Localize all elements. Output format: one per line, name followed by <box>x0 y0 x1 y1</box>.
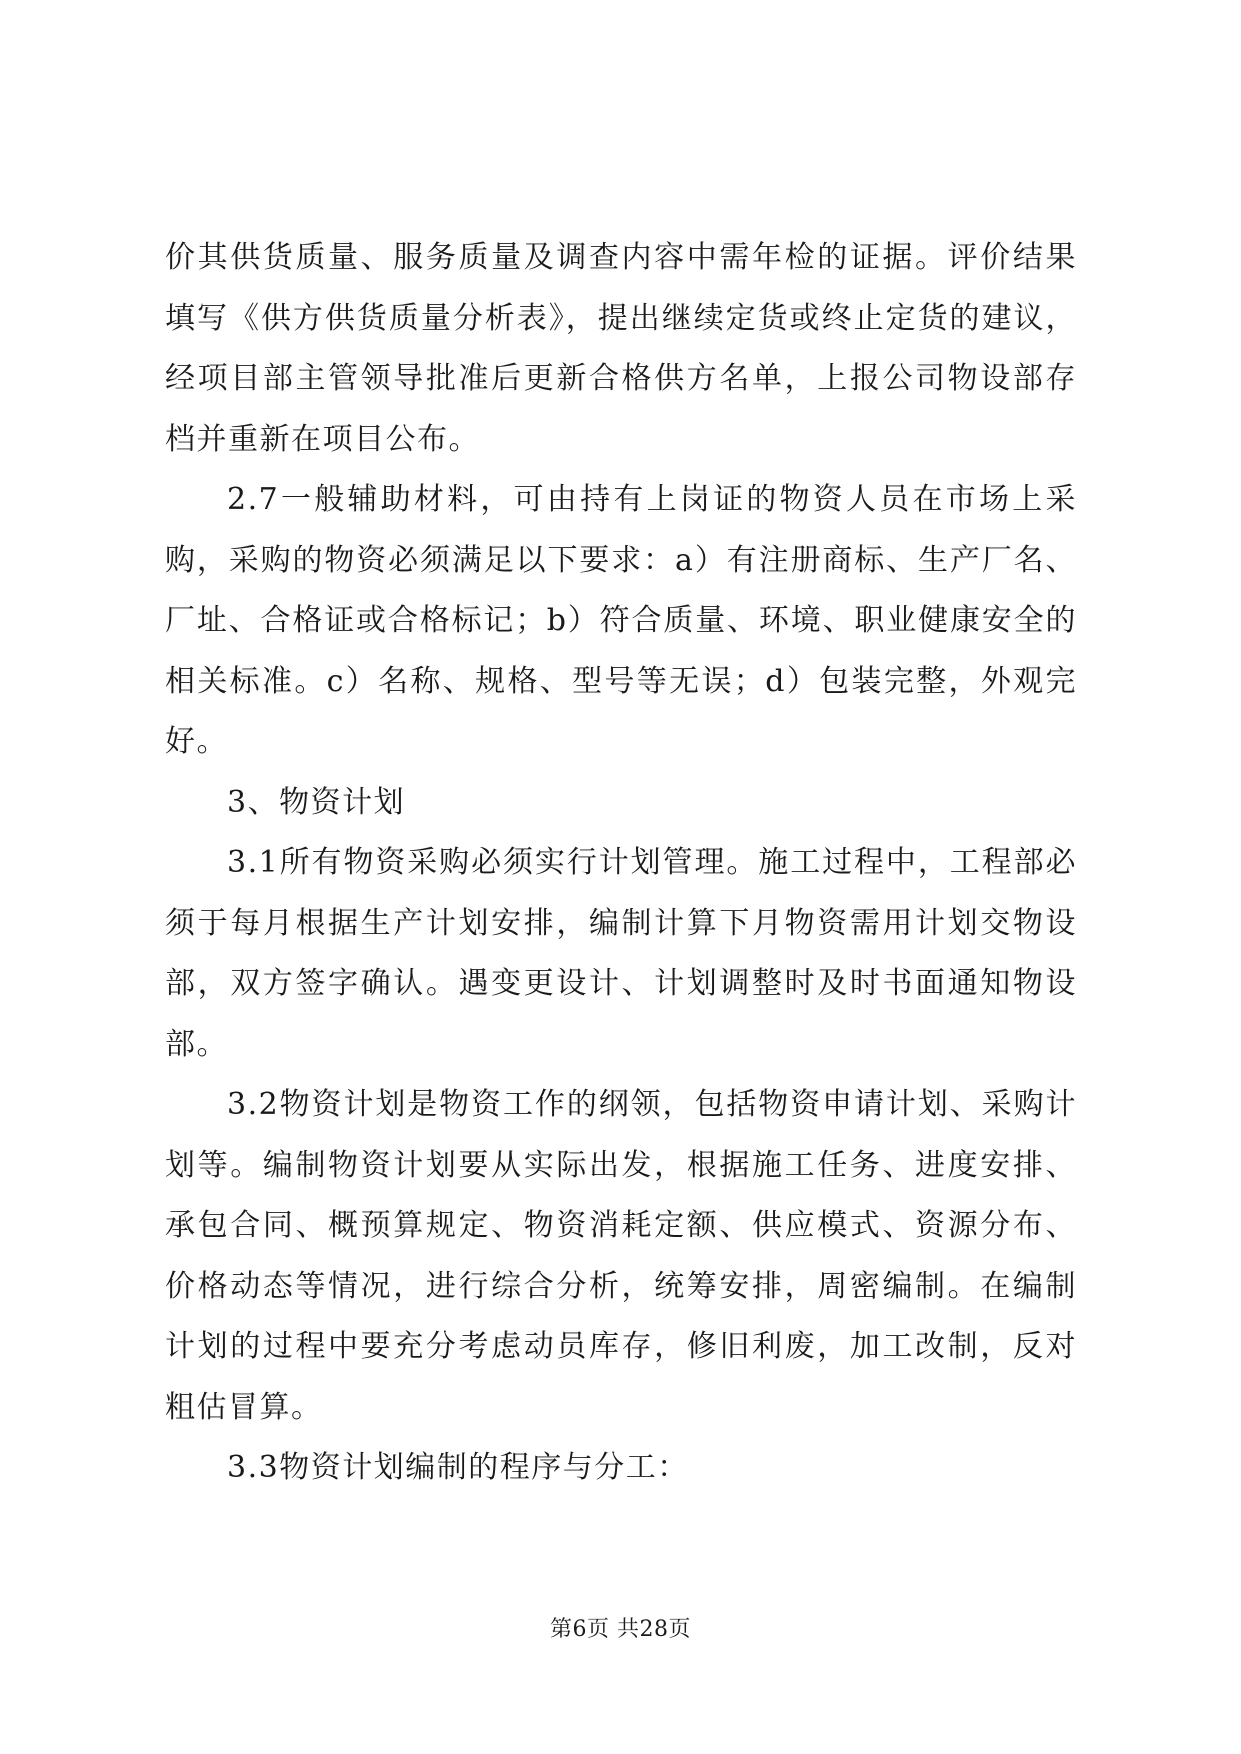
paragraph-continuation: 价其供货质量、服务质量及调查内容中需年检的证据。评价结果填写《供方供货质量分析表》，提出继续定货或终止定货的建议，经项目部主管领导批准后更新合格供方名单，上报公司物设部存档并重新在项目公布。 <box>165 240 1077 457</box>
paragraph-3-1: 3.1所有物资采购必须实行计划管理。施工过程中，工程部必须于每月根据生产计划安排，编制计算下月物资需用计划交物设部，双方签字确认。遇变更设计、计划调整时及时书面通知物设部。 <box>165 845 1077 1062</box>
section-heading-3: 3、物资计划 <box>227 784 406 820</box>
page-number-footer: 第6页 共28页 <box>550 1617 691 1642</box>
paragraph-3-2: 3.2物资计划是物资工作的纲领，包括物资申请计划、采购计划等。编制物资计划要从实际出发，根据施工任务、进度安排、承包合同、概预算规定、物资消耗定额、供应模式、资源分布、价格动态等情况，进行综合分析，统筹安排，周密编制。在编制计划的过程中要充分考虑动员库存，修旧利废，加工改制，反对粗估冒算。 <box>165 1087 1077 1425</box>
document-body <box>165 228 1077 1499</box>
paragraph-2-7: 2.7一般辅助材料，可由持有上岗证的物资人员在市场上采购，采购的物资必须满足以下要求：a）有注册商标、生产厂名、厂址、合格证或合格标记；b）符合质量、环境、职业健康安全的相关标准。c）名称、规格、型号等无误；d）包装完整，外观完好。 <box>165 482 1077 759</box>
paragraph-3-3: 3.3物资计划编制的程序与分工： <box>227 1450 689 1485</box>
